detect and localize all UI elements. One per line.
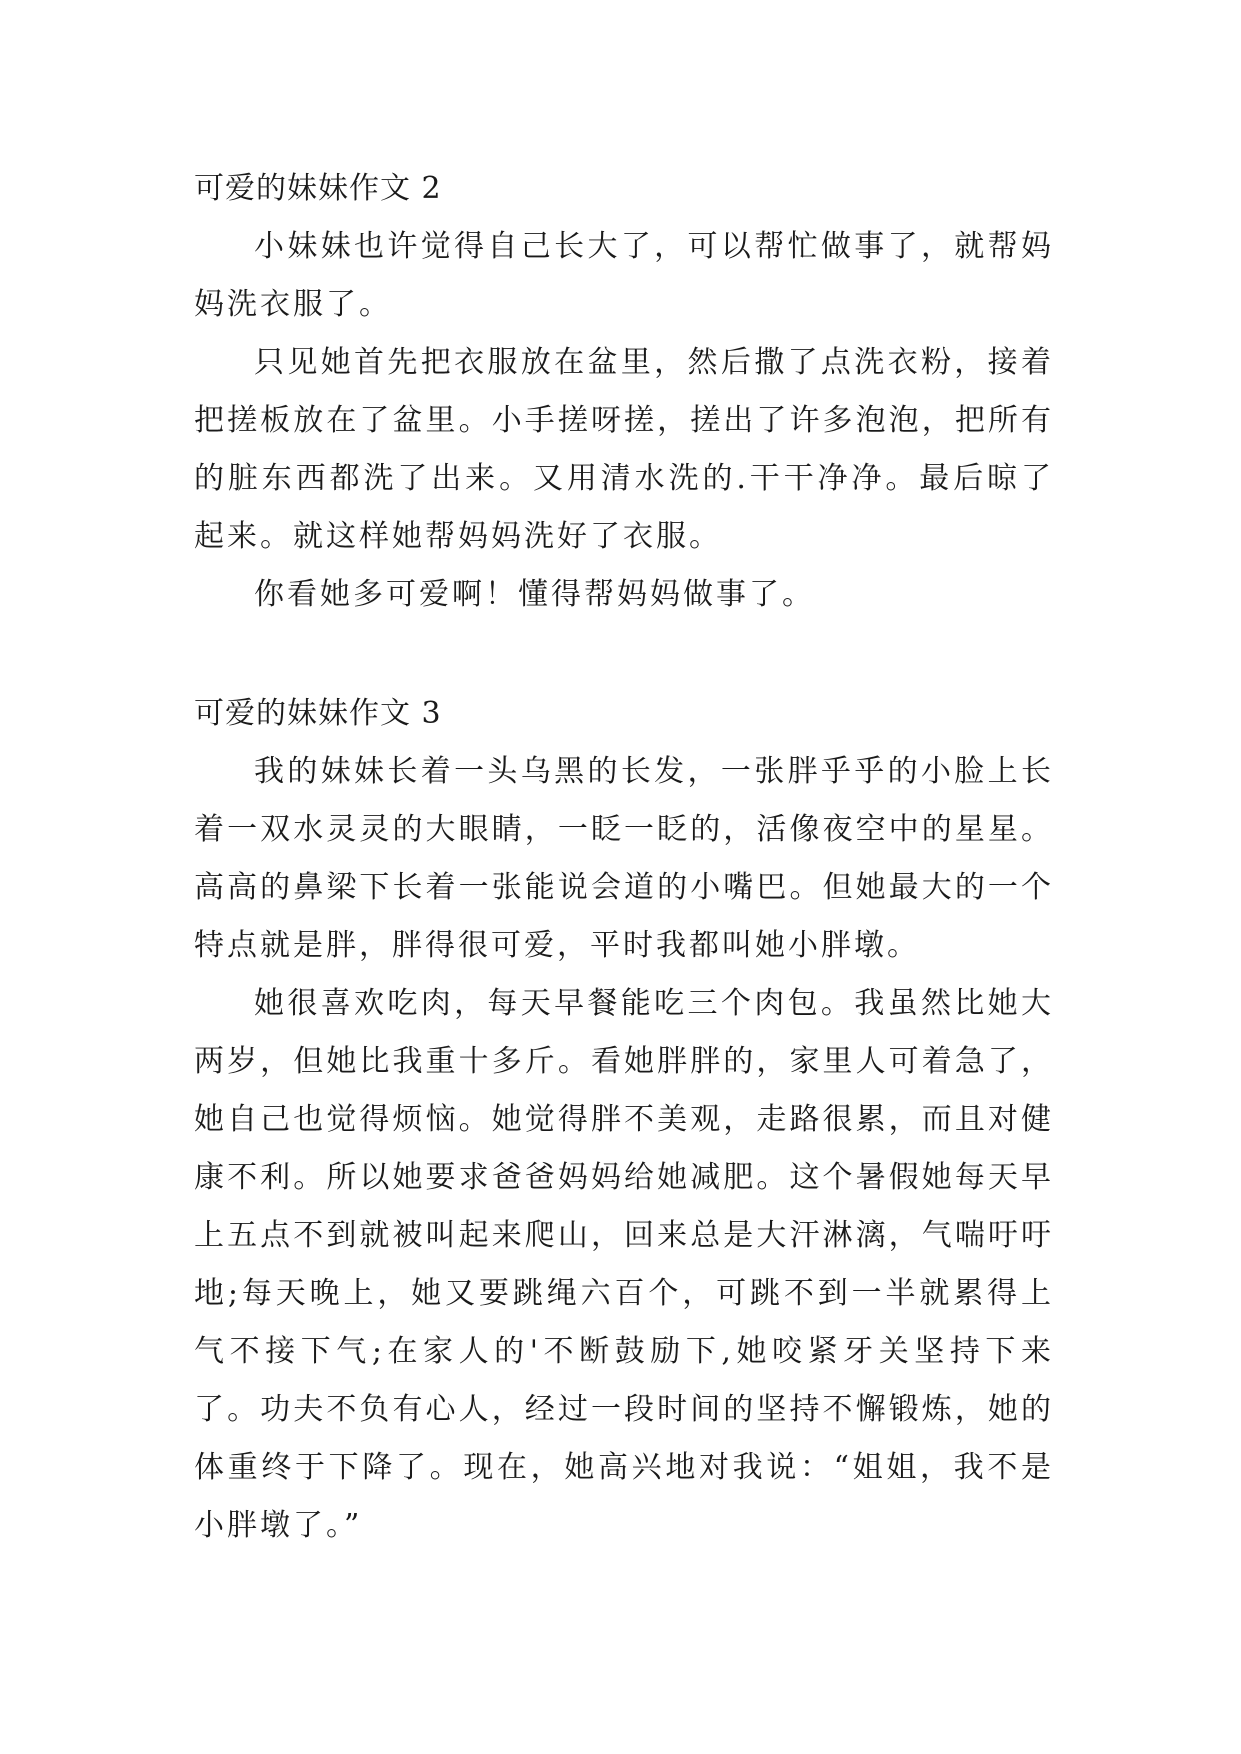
essay-paragraph: 她很喜欢吃肉，每天早餐能吃三个肉包。我虽然比她大两岁，但她比我重十多斤。看她胖胖的，家里人可着急了，她自己也觉得烦恼。她觉得胖不美观，走路很累，而且对健康不利。所以她要求爸爸妈妈给她减肥。这个暑假她每天早上五点不到就被叫起来爬山，回来总是大汗淋漓，气喘吁吁地;每天晚上，她又要跳绳六百个，可跳不到一半就累得上气不接下气;在家人的'不断鼓励下,她咬紧牙关坚持下来了。功夫不负有心人，经过一段时间的坚持不懈锻炼，她的体重终于下降了。现在，她高兴地对我说：“姐姐，我不是小胖墩了。” bbox=[194, 986, 1054, 1543]
essay-paragraph: 小妹妹也许觉得自己长大了，可以帮忙做事了，就帮妈妈洗衣服了。 bbox=[194, 229, 1054, 322]
essay-section bbox=[194, 685, 1054, 1555]
essay-paragraph: 我的妹妹长着一头乌黑的长发，一张胖乎乎的小脸上长着一双水灵灵的大眼睛，一眨一眨的，活像夜空中的星星。高高的鼻梁下长着一张能说会道的小嘴巴。但她最大的一个特点就是胖，胖得很可爱，平时我都叫她小胖墩。 bbox=[194, 754, 1054, 963]
essay-paragraph: 只见她首先把衣服放在盆里，然后撒了点洗衣粉，接着把搓板放在了盆里。小手搓呀搓，搓出了许多泡泡，把所有的脏东西都洗了出来。又用清水洗的.干干净净。最后晾了起来。就这样她帮妈妈洗好了衣服。 bbox=[194, 345, 1054, 554]
essay-title: 可爱的妹妹作文 2 bbox=[194, 171, 442, 206]
essay-paragraph: 你看她多可爱啊！懂得帮妈妈做事了。 bbox=[254, 577, 815, 612]
essay-section bbox=[194, 160, 1054, 624]
essay-title: 可爱的妹妹作文 3 bbox=[194, 696, 442, 731]
